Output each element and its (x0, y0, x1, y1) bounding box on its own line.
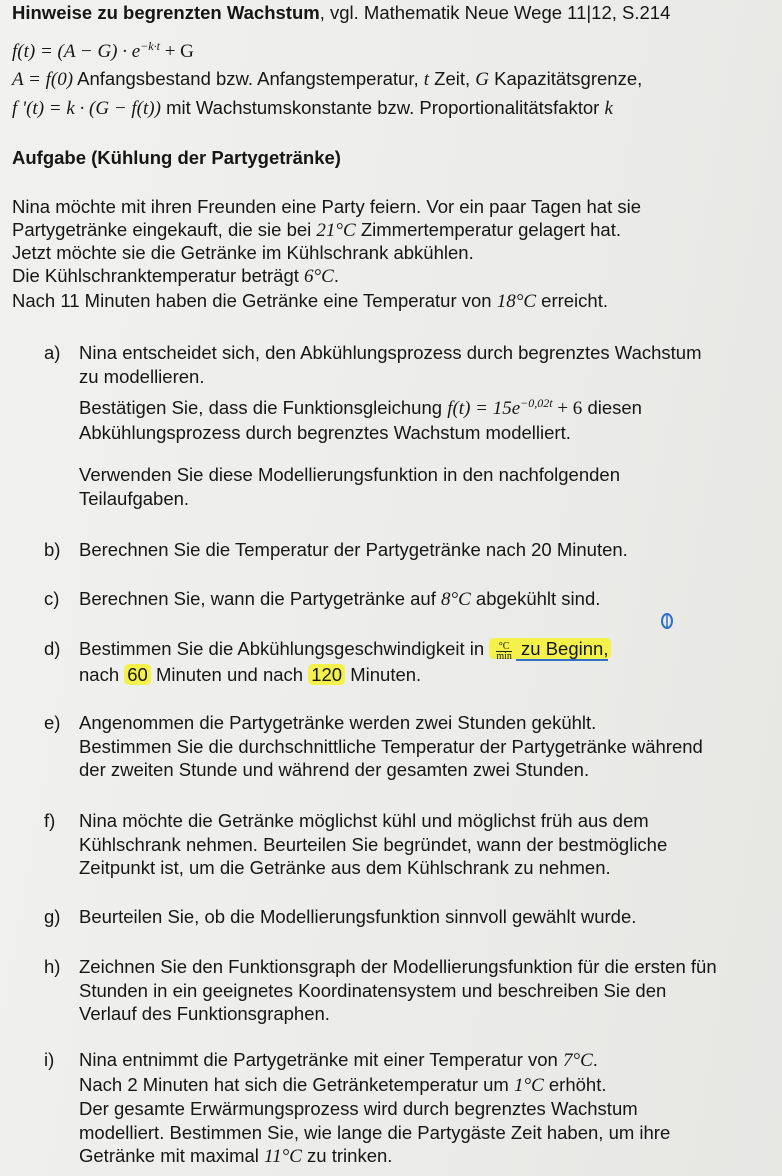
model-exponent: −0,02t (520, 396, 553, 410)
task-a-line-6: Teilaufgaben. (79, 487, 190, 509)
task-i-line-2 (79, 1073, 670, 1098)
def-t-symbol: t (423, 69, 430, 90)
task-d-line-2 (79, 663, 611, 687)
max-temperature: 11°C (264, 1146, 302, 1167)
task-e-line-2: Bestimmen Sie die durchschnittliche Temperatur der Partygetränke während (79, 735, 703, 757)
temp-after-11: 18°C (496, 291, 537, 312)
task-h-label: h) (44, 956, 61, 977)
task-c-line-1b: abgekühlt sind. (470, 588, 601, 609)
pen-mark-icon (660, 612, 674, 630)
intro-line-4b: . (333, 265, 339, 286)
task-d-line-2c: Minuten. (345, 664, 422, 685)
task-a-line-5: Verwenden Sie diese Modellierungsfunktion in den nachfolgenden (79, 464, 620, 485)
task-d-line-1b: zu Beginn, (515, 638, 609, 659)
def-g-symbol: G (475, 69, 490, 90)
model-function: f(t) = 15e (447, 398, 521, 419)
task-a-line-3 (79, 392, 702, 421)
task-d-label: d) (44, 638, 61, 659)
task-a-line-4: Abkühlungsprozess durch begrenztes Wachstum modelliert. (79, 421, 571, 443)
header-title-bold: Hinweise zu begrenzten Wachstum (12, 2, 320, 23)
task-e-body (79, 711, 703, 782)
def-a-text: Anfangsbestand bzw. Anfangstemperatur, (73, 68, 424, 89)
task-d-line-2b: Minuten und nach (150, 664, 309, 685)
formula-exponent: −k·t (140, 39, 160, 53)
unit-denominator: min (496, 651, 512, 662)
task-f-line-1: Nina möchte die Getränke möglichst kühl und möglichst früh aus dem (79, 810, 649, 831)
intro-line-5a: Nach 11 Minuten haben die Getränke eine Temperatur von (12, 290, 497, 311)
task-c-line-1 (79, 587, 600, 612)
task-d-line-2a: nach (79, 664, 125, 685)
start-temperature: 7°C (562, 1050, 593, 1071)
intro-line-5b: erreicht. (536, 290, 608, 311)
task-i-line-4: modelliert. Bestimmen Sie, wie lange die Partygäste Zeit haben, um ihre (79, 1121, 671, 1143)
task-g-line-1: Beurteilen Sie, ob die Modellierungsfunktion sinnvoll gewählt wurde. (79, 906, 637, 927)
derivative-formula: f '(t) = k · (G − f(t)) (12, 98, 161, 119)
task-a-line-3a: Bestätigen Sie, dass die Funktionsgleichung (79, 397, 448, 418)
task-e-label: e) (44, 712, 61, 733)
task-i-line-3: Der gesamte Erwärmungsprozess wird durch begrenztes Wachstum (79, 1098, 638, 1119)
formula-growth (12, 35, 194, 63)
derivative-line (12, 97, 613, 120)
intro-line-1: Nina möchte mit ihren Freunden eine Party feiern. Vor ein paar Tagen hat sie (12, 196, 642, 217)
def-g-text: Kapazitätsgrenze, (489, 68, 643, 89)
task-f-label: f) (44, 810, 56, 831)
task-i-line-5a: Getränke mit maximal (79, 1145, 265, 1166)
formula-main: f(t) = (A − G) · e (12, 41, 141, 62)
task-d-line-1a: Bestimmen Sie die Abkühlungsgeschwindigkeit in (79, 638, 490, 659)
def-t-text: Zeit, (429, 68, 476, 89)
task-f-body (79, 809, 667, 880)
task-i-label: i) (44, 1049, 55, 1070)
task-e-line-1: Angenommen die Partygetränke werden zwei Stunden gekühlt. (79, 712, 597, 733)
task-title: Aufgabe (Kühlung der Partygetränke) (12, 147, 341, 168)
intro-line-2 (12, 219, 621, 242)
temperature-increase: 1°C (513, 1074, 544, 1096)
task-h-line-1: Zeichnen Sie den Funktionsgraph der Modellierungsfunktion für die ersten fün (79, 956, 717, 977)
task-h-body (79, 955, 717, 1026)
derivative-text: mit Wachstumskonstante bzw. Proportionalitätsfaktor (160, 97, 605, 118)
task-a-label: a) (44, 342, 61, 363)
intro-line-4a: Die Kühlschranktemperatur beträgt (12, 265, 305, 286)
definitions-line (12, 68, 642, 91)
intro-line-2a: Partygetränke eingekauft, die sie bei (12, 219, 317, 240)
formula-tail: + G (159, 41, 194, 62)
highlight-60: 60 (124, 664, 151, 685)
fridge-temperature: 6°C (304, 266, 334, 287)
task-a-line-1: Nina entscheidet sich, den Abkühlungsprozess durch begrenztes Wachstum (79, 342, 702, 363)
task-a-line-2: zu modellieren. (79, 365, 205, 387)
task-d-body (79, 637, 611, 687)
task-i-line-5b: zu trinken. (301, 1145, 393, 1166)
highlight-120: 120 (308, 664, 345, 685)
task-d-line-1 (79, 637, 611, 661)
task-i-line-5 (79, 1144, 670, 1169)
task-h-line-2: Stunden in ein geeignetes Koordinatensystem und beschreiben Sie den (79, 979, 667, 1001)
task-h-line-3: Verlauf des Funktionsgraphen. (79, 1003, 330, 1024)
intro-line-4 (12, 265, 339, 288)
task-a-body (79, 341, 702, 510)
task-f-line-2: Kühlschrank nehmen. Beurteilen Sie begründet, wann der bestmögliche (79, 833, 668, 855)
derivative-k: k (604, 98, 613, 119)
task-i-body (79, 1048, 670, 1169)
task-a-line-3b: diesen (582, 397, 642, 418)
task-b-line-1: Berechnen Sie die Temperatur der Partygetränke nach 20 Minuten. (79, 539, 628, 560)
intro-line-3: Jetzt möchte sie die Getränke im Kühlschrank abkühlen. (12, 242, 474, 263)
task-e-line-3: der zweiten Stunde und während der gesamten zwei Stunden. (79, 759, 590, 780)
task-f-line-3: Zeitpunkt ist, um die Getränke aus dem Kühlschrank zu nehmen. (79, 857, 611, 878)
task-i-line-2a: Nach 2 Minuten hat sich die Getränketemperatur um (79, 1073, 514, 1095)
unit-fraction (496, 642, 512, 661)
task-c-line-1a: Berechnen Sie, wann die Partygetränke auf (79, 588, 442, 609)
task-c-label: c) (44, 588, 60, 609)
header-title (12, 2, 670, 24)
model-constant: + 6 (552, 398, 583, 419)
unit-numerator: °C (496, 642, 512, 652)
room-temperature: 21°C (316, 220, 356, 241)
task-i-line-2b: erhöht. (543, 1073, 607, 1095)
header-title-rest: , vgl. Mathematik Neue Wege 11|12, S.214 (319, 2, 671, 23)
def-a-symbol: A = f(0) (12, 69, 74, 90)
task-i-line-1a: Nina entnimmt die Partygetränke mit einer Temperatur von (79, 1049, 563, 1070)
task-i-line-1b: . (592, 1049, 598, 1070)
intro-line-5 (12, 290, 608, 313)
task-b-label: b) (44, 539, 61, 560)
intro-line-2b: Zimmertemperatur gelagert hat. (355, 219, 621, 240)
task-g-label: g) (44, 906, 61, 927)
target-temperature: 8°C (441, 589, 471, 610)
task-i-line-1 (79, 1048, 670, 1073)
